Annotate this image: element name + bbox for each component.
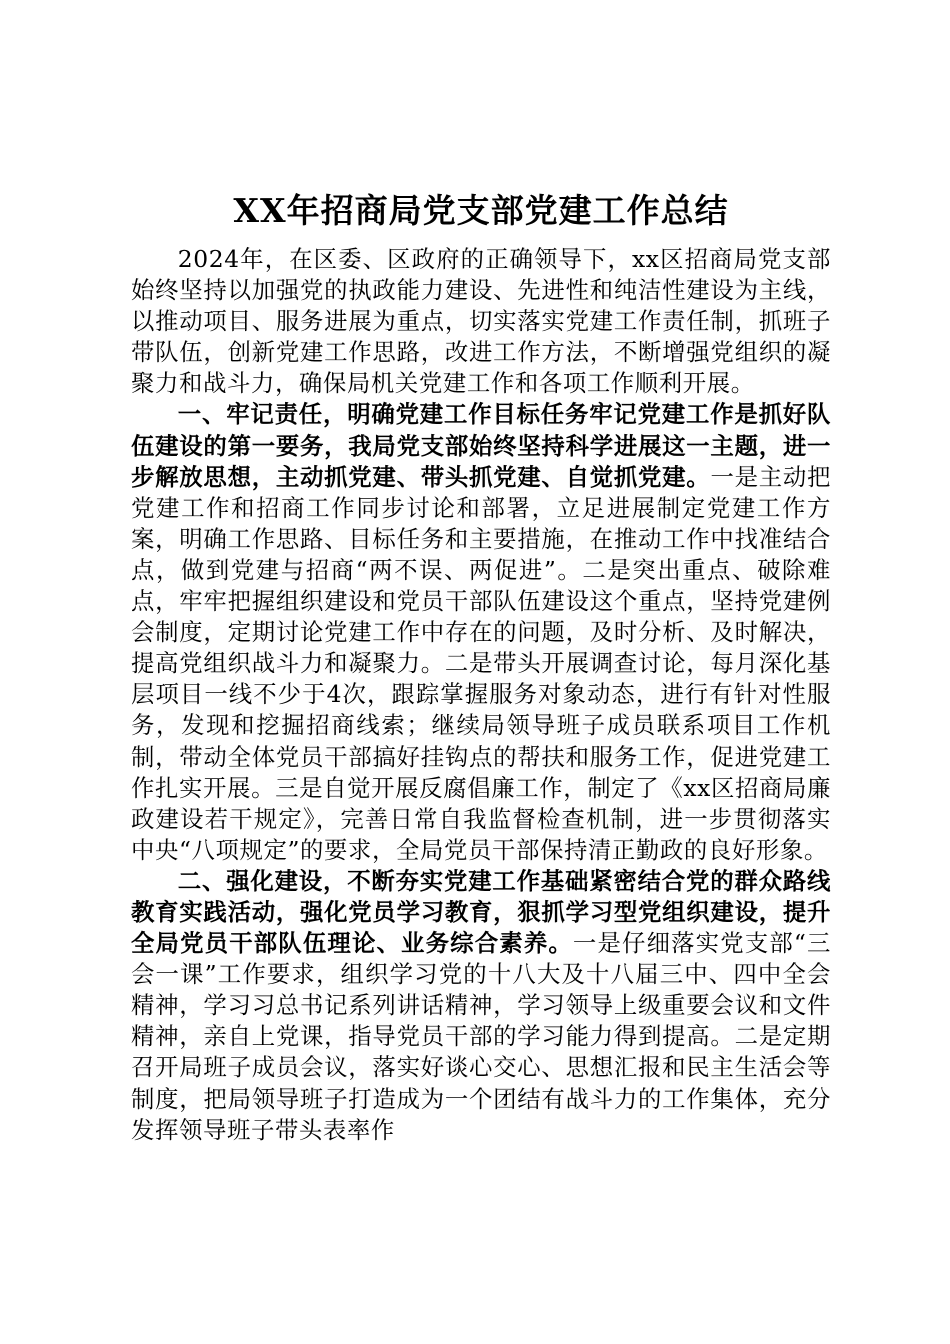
section-1-body: 一是主动把党建工作和招商工作同步讨论和部署，立足进展制定党建工作方案，明确工作思路、目标任务和主要措施，在推动工作中找准结合点，做到党建与招商“两不误、两促进”。二是突出重点、破除难点，牢牢把握组织建设和党员干部队伍建设这个重点，坚持党建例会制度，定期讨论党建工作中存在的问题，及时分析、及时解决，提高党组织战斗力和凝聚力。二是带头开展调查讨论，每月深化基层项目一线不少于4次，跟踪掌握服务对象动态，进行有针对性服务，发现和挖掘招商线索；继续局领导班子成员联系项目工作机制，带动全体党员干部搞好挂钩点的帮扶和服务工作，促进党建工作扎实开展。三是自觉开展反腐倡廉工作，制定了《xx区招商局廉政建设若干规定》，完善日常自我监督检查机制，进一步贯彻落实中央“八项规定”的要求，全局党员干部保持清正勤政的良好形象。: [131, 462, 831, 864]
section-2-paragraph: [131, 866, 831, 1146]
intro-paragraph: 2024年，在区委、区政府的正确领导下，xx区招商局党支部始终坚持以加强党的执政能力建设、先进性和纯洁性建设为主线，以推动项目、服务进展为重点，切实落实党建工作责任制，抓班子带队伍，创新党建工作思路，改进工作方法，不断增强党组织的凝聚力和战斗力，确保局机关党建工作和各项工作顺利开展。: [131, 245, 831, 398]
document-page: [131, 186, 831, 1146]
document-title: XX年招商局党支部党建工作总结: [233, 191, 729, 230]
section-1-paragraph: [131, 399, 831, 865]
section-2-heading: 二、强化建设，不断夯实党建工作基础紧密结合党的群众路线教育实践活动，强化党员学习教育，狠抓学习型党组织建设，提升全局党员干部队伍理论、业务综合素养。: [131, 866, 831, 958]
section-2-body: 一是仔细落实党支部“三会一课”工作要求，组织学习党的十八大及十八届三中、四中全会精神，学习习总书记系列讲话精神，学习领导上级重要会议和文件精神，亲自上党课，指导党员干部的学习能力得到提高。二是定期召开局班子成员会议，落实好谈心交心、思想汇报和民主生活会等制度，把局领导班子打造成为一个团结有战斗力的工作集体，充分发挥领导班子带头表率作: [131, 929, 831, 1144]
section-1-heading: 一、牢记责任，明确党建工作目标任务牢记党建工作是抓好队伍建设的第一要务，我局党支部始终坚持科学进展这一主题，进一步解放思想，主动抓党建、带头抓党建、自觉抓党建。: [131, 400, 831, 491]
